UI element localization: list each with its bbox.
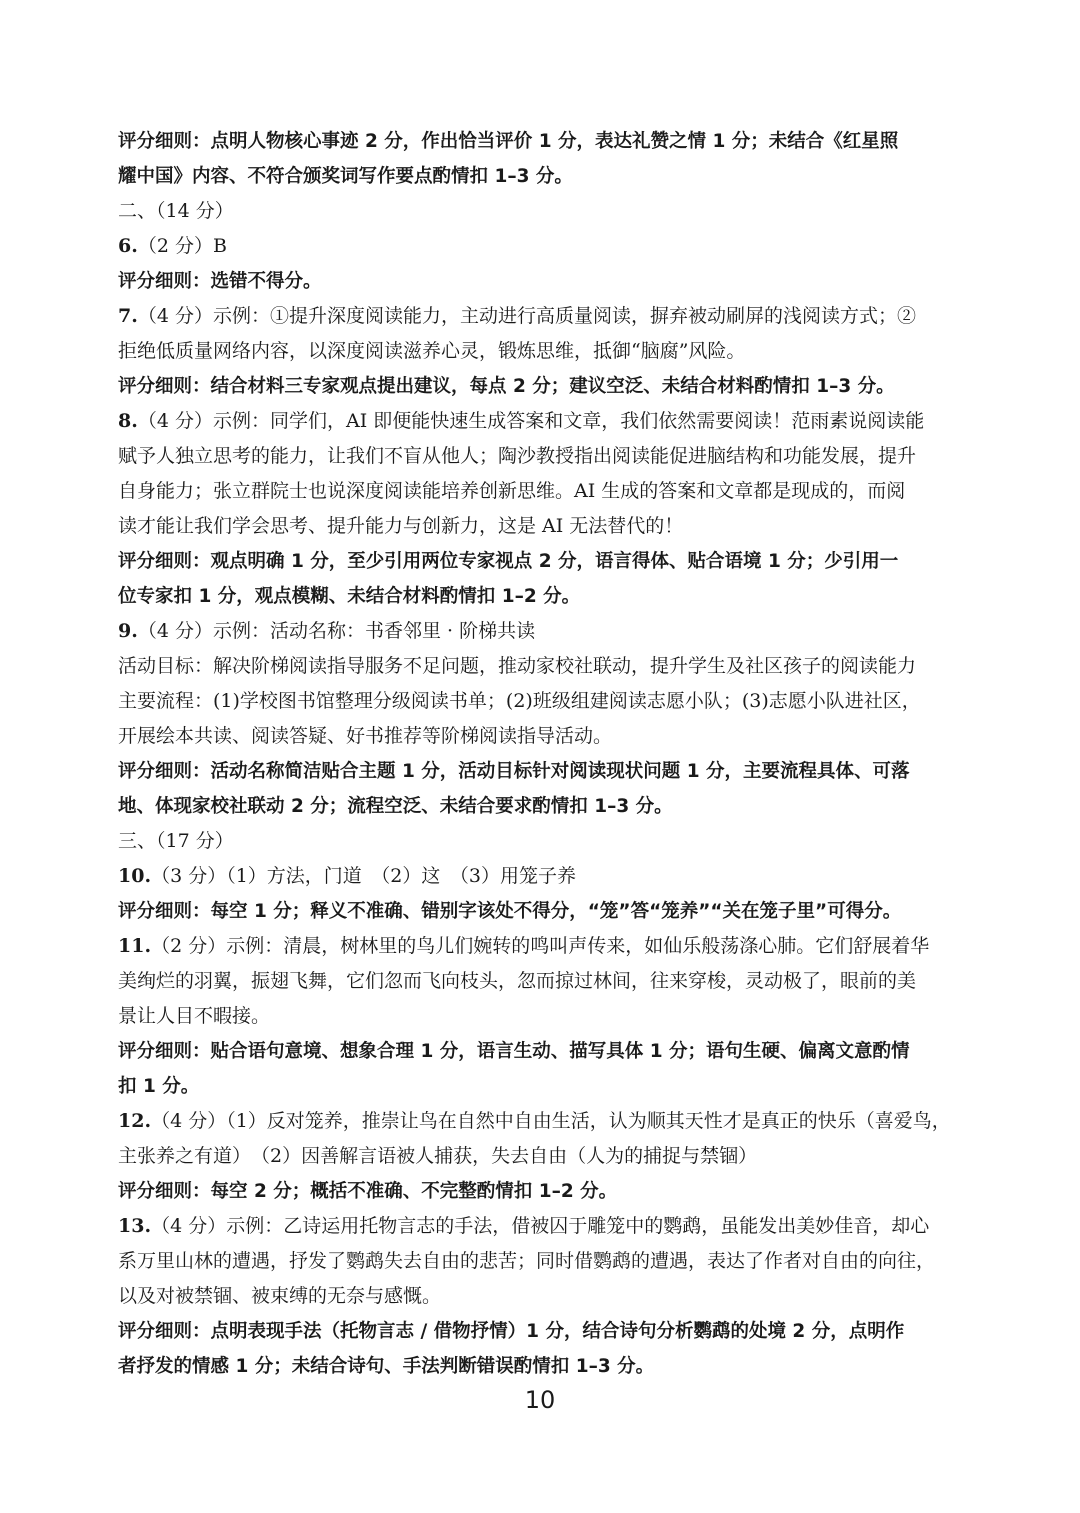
answer-line	[118, 404, 964, 439]
line-text: 美绚烂的羽翼，振翅飞舞，它们忽而飞向枝头，忽而掠过林间，往来穿梭，灵动极了，眼前的美	[118, 970, 917, 992]
scoring-rule-line	[118, 1034, 964, 1069]
answer-line	[118, 614, 964, 649]
line-text: 读才能让我们学会思考、提升能力与创新力，这是 AI 无法替代的！	[118, 515, 684, 537]
question-number: 13.	[118, 1215, 152, 1237]
line-text: （4 分）（1）反对笼养，推崇让鸟在自然中自由生活，认为顺其天性才是真正的快乐（喜爱鸟，	[151, 1110, 951, 1132]
page-number: 10	[524, 1386, 556, 1414]
answer-line	[118, 719, 964, 754]
answer-line	[118, 1139, 964, 1174]
line-text: 三、（17 分）	[118, 830, 234, 852]
answer-line	[118, 859, 964, 894]
line-text: 主张养之有道） （2）因善解言语被人捕获，失去自由（人为的捕捉与禁锢）	[118, 1145, 758, 1167]
answer-line	[118, 999, 964, 1034]
line-text: 评分细则：点明人物核心事迹 2 分，作出恰当评价 1 分，表达礼赞之情 1 分；未结合《红星照	[118, 131, 899, 152]
answer-line	[118, 1279, 964, 1314]
line-text: （2 分）B	[137, 235, 227, 257]
answer-line	[118, 474, 964, 509]
answer-line	[118, 229, 964, 264]
line-text: 以及对被禁锢、被束缚的无奈与感慨。	[118, 1285, 442, 1307]
line-text: （3 分）（1）方法，门道 （2）这 （3）用笼子养	[151, 865, 576, 887]
line-text: （4 分）示例：同学们，AI 即便能快速生成答案和文章，我们依然需要阅读！范雨素说阅读能	[137, 410, 925, 432]
question-number: 6.	[118, 235, 138, 257]
line-text: （2 分）示例：清晨，树林里的鸟儿们婉转的鸣叫声传来，如仙乐般荡涤心肺。它们舒展着华	[151, 935, 930, 957]
line-text: 地、体现家校社联动 2 分；流程空泛、未结合要求酌情扣 1–3 分。	[118, 796, 673, 817]
line-text: 系万里山林的遭遇，抒发了鹦鹉失去自由的悲苦；同时借鹦鹉的遭遇，表达了作者对自由的向往，	[118, 1250, 936, 1272]
question-number: 8.	[118, 410, 138, 432]
answer-line	[118, 964, 964, 999]
scoring-rule-line	[118, 1069, 964, 1104]
answer-line	[118, 334, 964, 369]
scoring-rule-line	[118, 579, 964, 614]
scoring-rule-line	[118, 789, 964, 824]
line-text: 主要流程：(1)学校图书馆整理分级阅读书单；(2)班级组建阅读志愿小队；(3)志愿小队进社区，	[118, 690, 921, 712]
line-text: 赋予人独立思考的能力，让我们不盲从他人；陶沙教授指出阅读能促进脑结构和功能发展，提升	[118, 445, 917, 467]
line-text: 扣 1 分。	[118, 1076, 200, 1097]
line-text: 拒绝低质量网络内容，以深度阅读滋养心灵，锻炼思维，抵御“脑腐”风险。	[118, 340, 746, 362]
line-text: 评分细则：点明表现手法（托物言志 / 借物抒情）1 分，结合诗句分析鹦鹉的处境 2 分，点明作	[118, 1321, 905, 1342]
answer-line	[118, 1244, 964, 1279]
question-number: 10.	[118, 865, 152, 887]
line-text: （4 分）示例：①提升深度阅读能力，主动进行高质量阅读，摒弃被动刷屏的浅阅读方式；②	[137, 305, 916, 327]
scoring-rule-line	[118, 264, 964, 299]
scoring-rule-line	[118, 1349, 964, 1384]
line-text: 景让人目不暇接。	[118, 1005, 271, 1027]
line-text: 耀中国》内容、不符合颁奖词写作要点酌情扣 1–3 分。	[118, 166, 573, 187]
answer-line	[118, 194, 964, 229]
document-body	[118, 124, 964, 1384]
answer-line	[118, 649, 964, 684]
answer-line	[118, 299, 964, 334]
line-text: 者抒发的情感 1 分；未结合诗句、手法判断错误酌情扣 1–3 分。	[118, 1356, 655, 1377]
question-number: 12.	[118, 1110, 152, 1132]
line-text: 评分细则：活动名称简洁贴合主题 1 分，活动目标针对阅读现状问题 1 分，主要流程具体、可落	[118, 761, 910, 782]
answer-line	[118, 439, 964, 474]
line-text: 开展绘本共读、阅读答疑、好书推荐等阶梯阅读指导活动。	[118, 725, 613, 747]
line-text: 评分细则：每空 1 分；释义不准确、错别字该处不得分，“笼”答“笼养”“关在笼子里”可得分。	[118, 901, 902, 922]
scoring-rule-line	[118, 369, 964, 404]
line-text: 评分细则：每空 2 分；概括不准确、不完整酌情扣 1–2 分。	[118, 1181, 618, 1202]
question-number: 7.	[118, 305, 138, 327]
question-number: 11.	[118, 935, 152, 957]
question-number: 9.	[118, 620, 138, 642]
line-text: 自身能力；张立群院士也说深度阅读能培养创新思维。AI 生成的答案和文章都是现成的，而阅	[118, 480, 906, 502]
answer-line	[118, 509, 964, 544]
scoring-rule-line	[118, 159, 964, 194]
line-text: （4 分）示例：乙诗运用托物言志的手法，借被囚于雕笼中的鹦鹉，虽能发出美妙佳音，却心	[151, 1215, 930, 1237]
line-text: 活动目标：解决阶梯阅读指导服务不足问题，推动家校社联动，提升学生及社区孩子的阅读能力	[118, 655, 917, 677]
answer-line	[118, 684, 964, 719]
answer-line	[118, 929, 964, 964]
line-text: （4 分）示例：活动名称：书香邻里 · 阶梯共读	[137, 620, 536, 642]
line-text: 评分细则：贴合语句意境、想象合理 1 分，语言生动、描写具体 1 分；语句生硬、偏离文意酌情	[118, 1041, 910, 1062]
scoring-rule-line	[118, 124, 964, 159]
line-text: 二、（14 分）	[118, 200, 234, 222]
scoring-rule-line	[118, 544, 964, 579]
answer-line	[118, 1209, 964, 1244]
scoring-rule-line	[118, 1174, 964, 1209]
scoring-rule-line	[118, 754, 964, 789]
answer-line	[118, 1104, 964, 1139]
scoring-rule-line	[118, 894, 964, 929]
line-text: 评分细则：观点明确 1 分，至少引用两位专家视点 2 分，语言得体、贴合语境 1 分；少引用一	[118, 551, 899, 572]
scoring-rule-line	[118, 1314, 964, 1349]
answer-line	[118, 824, 964, 859]
line-text: 评分细则：选错不得分。	[118, 271, 322, 292]
line-text: 评分细则：结合材料三专家观点提出建议，每点 2 分；建议空泛、未结合材料酌情扣 1–3 分。	[118, 376, 895, 397]
line-text: 位专家扣 1 分，观点模糊、未结合材料酌情扣 1–2 分。	[118, 586, 581, 607]
